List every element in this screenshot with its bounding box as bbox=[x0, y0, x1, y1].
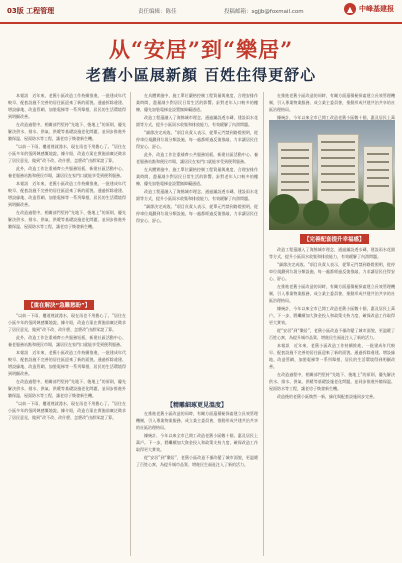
section-heading-right: 【完善配套提升幸福感】 bbox=[300, 234, 369, 244]
building-shape bbox=[317, 134, 359, 204]
building-shape bbox=[363, 146, 393, 204]
paragraph: 在改造過程中，相關部門堅持“先地下、後地上”的原則，優先解決供水、排水、供氣、供暖等基礎設施老化問題，並同步推進外牆保溫、屋面防水等工程，讓老房子煥發新生機。 bbox=[269, 372, 395, 391]
paragraph: 改造工程還融入了海綿城市理念，通過鋪設透水磚、建設雨水花園等方式，提升小區雨水收集和排放能力，有效緩解了內澇問題。 bbox=[136, 115, 258, 127]
column-divider bbox=[130, 92, 131, 556]
paragraph: 此外，改造工作注重補齊公共服務短板，新建社區活動中心、養老服務站點和便民市場，讓居民在家門口就能享受到便利服務。 bbox=[8, 166, 126, 178]
column-divider bbox=[263, 92, 264, 556]
article-column-1b bbox=[8, 312, 126, 556]
newspaper-logo bbox=[344, 3, 394, 15]
paragraph: 在具體實施中，施工單位嚴格控制工程質量與進度，合理安排作業時間，盡量減少對居民日常生活的影響。針對老年人口較多的樓棟，優先加裝電梯並設置無障礙通道。 bbox=[136, 93, 258, 112]
paragraph: 此外，改造工作注重補齊公共服務短板，新建社區活動中心、養老服務站點和便民市場，讓居民在家門口就能享受到便利服務。 bbox=[8, 335, 126, 347]
headline: 从“安居”到“樂居” bbox=[108, 37, 294, 62]
paragraph: 改造後的老舊小區煥然一新，綠化與配套設施同步完善。 bbox=[277, 394, 377, 399]
paragraph: “細節決定成敗。”項目負責人表示，從單元門禁到路燈照明，從停車位規劃到垃圾分類設施，每一處都經過反復推敲，力求讓居民住得安心、舒心。 bbox=[136, 130, 258, 149]
subheadline: 老舊小區展新顏 百姓住得更舒心 bbox=[85, 66, 317, 84]
paragraph: “細節決定成敗。”項目負責人表示，從單元門禁到路燈照明，從停車位規劃到垃圾分類設施，每一處都經過反復推敲，力求讓居民住得安心、舒心。 bbox=[136, 204, 258, 223]
editor-credit: 责任编辑：陈佳 bbox=[138, 9, 177, 15]
paragraph: 此外，改造工作注重補齊公共服務短板，新建社區活動中心、養老服務站點和便民市場，讓居民在家門口就能享受到便利服務。 bbox=[136, 152, 258, 164]
paragraph: 本報訊 近年來，老舊小區改造工作持續推進，一批建成年代較早、配套設施不完善的居住區迎來了新的面貌。通過拆除違建、增設綠地、改造管網、加裝電梯等一系列舉措，居民的生活環境得到明顯改善。 bbox=[269, 343, 395, 369]
article-column-2 bbox=[136, 92, 258, 400]
paragraph: 在推進老舊小區改造的同時，有關方面還積極探索建立長效管理機制，引入專業物業服務，成立業主委員會，推動形成共建共治共享的社區治理格局。 bbox=[269, 93, 395, 112]
paragraph: 在具體實施中，施工單位嚴格控制工程質量與進度，合理安排作業時間，盡量減少對居民日常生活的影響。針對老年人口較多的樓棟，優先加裝電梯並設置無障礙通道。 bbox=[136, 167, 258, 186]
section-heading-center: 【精雕細琢更見溫度】 bbox=[166, 402, 227, 409]
section-heading-left: 【重在解決“急難愁盼”】 bbox=[24, 300, 94, 310]
paragraph: 在改造過程中，相關部門堅持“先地下、後地上”的原則，優先解決供水、排水、供氣、供暖等基礎設施老化問題，並同步推進外牆保溫、屋面防水等工程，讓老房子煥發新生機。 bbox=[8, 379, 126, 398]
tree-shape bbox=[339, 198, 369, 226]
page-header bbox=[0, 0, 402, 24]
paragraph: 從“安居”到“樂居”，老舊小區改造不僅改變了城市面貌，更溫暖了百姓心窩，為提升城市品質、增進民生福祉注入了新的活力。 bbox=[269, 328, 395, 340]
paragraph: 在推進老舊小區改造的同時，有關方面還積極探索建立長效管理機制，引入專業物業服務，成立業主委員會，推動形成共建共治共享的社區治理格局。 bbox=[269, 284, 395, 303]
paragraph: 改造工程還融入了海綿城市理念，通過鋪設透水磚、建設雨水花園等方式，提升小區雨水收集和排放能力，有效緩解了內澇問題。 bbox=[136, 189, 258, 201]
tree-shape bbox=[269, 194, 299, 224]
paragraph: “以前一下雨，樓道裡就滲水，現在再也不用擔心了。”居住在小區多年的張阿姨感慨地說。據介紹，改造方案在實施前廣泛徵求了居民意見，做到“改不改、改什麼、怎麼改”由群眾說了算。 bbox=[8, 313, 126, 332]
paragraph: 據統計，今年以來全市已開工改造老舊小區數十個，惠及居民上萬戶。下一步，將繼續加大資金投入和政策支持力度，確保改造工作取得更大實效。 bbox=[269, 306, 395, 325]
paragraph: 據統計，今年以來全市已開工改造老舊小區數十個，惠及居民上萬戶。下一步，將繼續加大資金投入和政策支持力度，確保改造工作取得更大實效。 bbox=[136, 433, 258, 452]
tree-shape bbox=[369, 202, 395, 228]
brand-name: 中峰基建报 bbox=[359, 5, 394, 13]
article-column-3b bbox=[269, 246, 395, 556]
paragraph: 本報訊 近年來，老舊小區改造工作持續推進，一批建成年代較早、配套設施不完善的居住區迎來了新的面貌。通過拆除違建、增設綠地、改造管網、加裝電梯等一系列舉措，居民的生活環境得到明顯改善。 bbox=[8, 181, 126, 207]
article-column-2b bbox=[136, 410, 258, 556]
paragraph: 本報訊 近年來，老舊小區改造工作持續推進，一批建成年代較早、配套設施不完善的居住區迎來了新的面貌。通過拆除違建、增設綠地、改造管網、加裝電梯等一系列舉措，居民的生活環境得到明顯改善。 bbox=[8, 350, 126, 376]
residential-photo bbox=[269, 120, 395, 230]
paragraph: 據統計，今年以來全市已開工改造老舊小區數十個，惠及居民上萬 bbox=[277, 115, 395, 120]
paragraph: 本報訊 近年來，老舊小區改造工作持續推進，一批建成年代較早、配套設施不完善的居住區迎來了新的面貌。通過拆除違建、增設綠地、改造管網、加裝電梯等一系列舉措，居民的生活環境得到明顯改善。 bbox=[8, 93, 126, 119]
paragraph: “細節決定成敗。”項目負責人表示，從單元門禁到路燈照明，從停車位規劃到垃圾分類設施，每一處都經過反復推敲，力求讓居民住得安心、舒心。 bbox=[269, 262, 395, 281]
paragraph: 在改造過程中，相關部門堅持“先地下、後地上”的原則，優先解決供水、排水、供氣、供暖等基礎設施老化問題，並同步推進外牆保溫、屋面防水等工程，讓老房子煥發新生機。 bbox=[8, 122, 126, 141]
tree-shape bbox=[303, 200, 329, 226]
building-logo-icon: ▲ bbox=[344, 3, 356, 15]
paragraph: “以前一下雨，樓道裡就滲水，現在再也不用擔心了。”居住在小區多年的張阿姨感慨地說。據介紹，改造方案在實施前廣泛徵求了居民意見，做到“改不改、改什麼、怎麼改”由群眾說了算。 bbox=[8, 144, 126, 163]
paragraph: 在推進老舊小區改造的同時，有關方面還積極探索建立長效管理機制，引入專業物業服務，成立業主委員會，推動形成共建共治共享的社區治理格局。 bbox=[136, 411, 258, 430]
paragraph: 從“安居”到“樂居”，老舊小區改造不僅改變了城市面貌，更溫暖了百姓心窩，為提升城市品質、增進民生福祉注入了新的活力。 bbox=[136, 455, 258, 467]
paragraph: “以前一下雨，樓道裡就滲水，現在再也不用擔心了。”居住在小區多年的張阿姨感慨地說。據介紹，改造方案在實施前廣泛徵求了居民意見，做到“改不改、改什麼、怎麼改”由群眾說了算。 bbox=[8, 401, 126, 420]
contact-email: 投稿邮箱：sgjjb@foxmail.com bbox=[224, 9, 304, 15]
paragraph: 改造工程還融入了海綿城市理念，通過鋪設透水磚、建設雨水花園等方式，提升小區雨水收集和排放能力，有效緩解了內澇問題。 bbox=[269, 247, 395, 259]
paragraph: 在改造過程中，相關部門堅持“先地下、後地上”的原則，優先解決供水、排水、供氣、供暖等基礎設施老化問題，並同步推進外牆保溫、屋面防水等工程，讓老房子煥發新生機。 bbox=[8, 210, 126, 229]
page-section-label: 03版 工程管理 bbox=[7, 7, 55, 15]
